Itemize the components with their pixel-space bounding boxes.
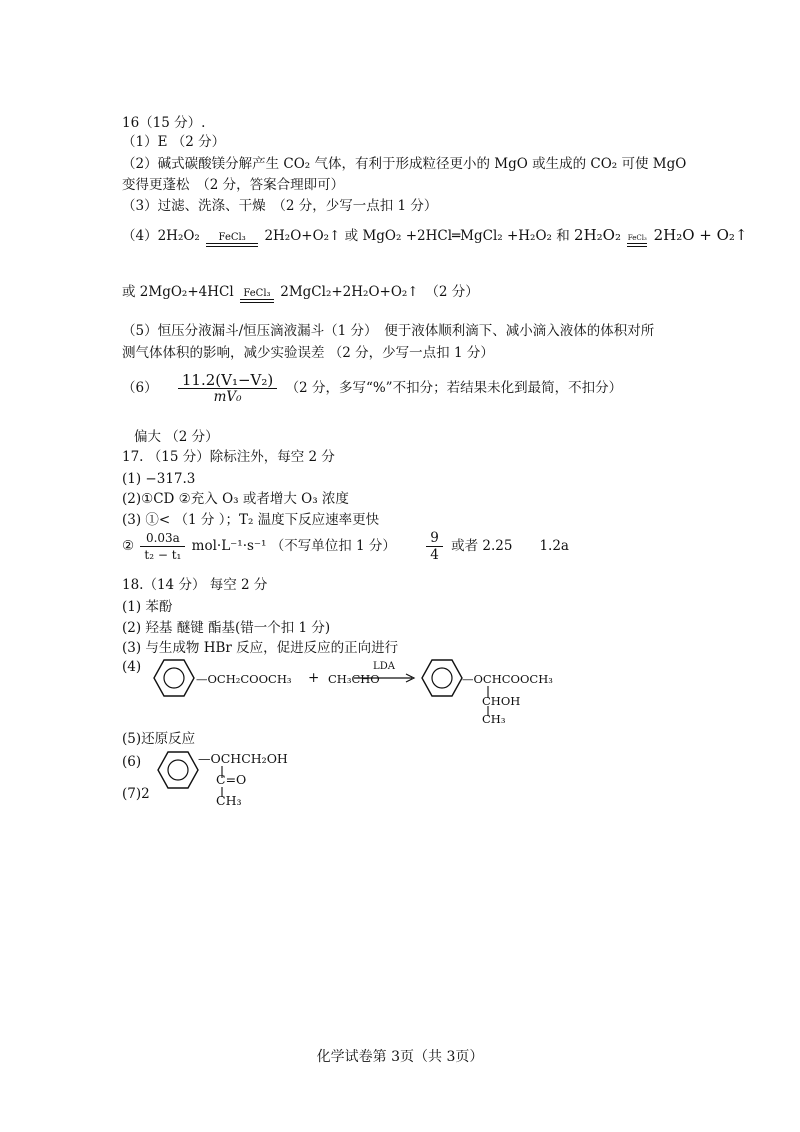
product-top-text: OCHCOOCH₃ <box>473 672 553 686</box>
reactant-2-text: CH₃CHO <box>328 672 380 686</box>
note: （2 分，多写“%”不扣分；若结果未化到最简，不扣分） <box>285 380 623 396</box>
label: （6） <box>122 380 158 396</box>
alt-answer: 或者 2.25 1.2a <box>451 538 569 554</box>
q17-header: 17. （15 分）除标注外，每空 2 分 <box>122 449 335 465</box>
q16-answer-6b: 偏大 （2 分） <box>134 429 219 445</box>
structure-mid-text: C=O <box>216 772 247 787</box>
bond: — <box>462 672 474 686</box>
q18-answer-5: (5)还原反应 <box>122 731 196 747</box>
q16-answer-2b: 变得更蓬松 （2 分，答案合理即可） <box>122 177 345 193</box>
numerator: 0.03a <box>140 530 185 547</box>
structure-top <box>198 750 288 768</box>
reaction-arrow <box>206 233 258 247</box>
reaction-arrow <box>240 289 274 303</box>
denominator: 4 <box>430 547 439 563</box>
bond: — <box>196 672 208 686</box>
equation-2-right: 2H₂O + O₂↑ <box>653 226 748 244</box>
fraction <box>178 372 277 405</box>
q16-answer-2a: （2）碱式碳酸镁分解产生 CO₂ 气体，有利于形成粒径更小的 MgO 或生成的 CO₂ 可使 MgO <box>122 156 687 172</box>
numerator: 11.2(V₁−V₂) <box>178 372 277 389</box>
k-fraction <box>426 530 443 563</box>
q16-answer-5a: （5）恒压分液漏斗/恒压滴液漏斗（1 分） 便于液体顺利滴下、减小滴入液体的体积对所 <box>122 323 655 339</box>
product-main-chain <box>462 670 553 688</box>
reactant-1-text: OCH₂COOCH₃ <box>207 672 292 686</box>
catalyst-label: FeCl₃ <box>243 288 271 299</box>
q16-header: 16（15 分）. <box>122 115 206 131</box>
q17-answer-3: (3) ①< （1 分 ）；T₂ 温度下反应速率更快 <box>122 512 380 528</box>
denominator: t₂ − t₁ <box>144 548 182 562</box>
q17-answer-2: (2)①CD ②充入 O₃ 或者增大 O₃ 浓度 <box>122 491 349 507</box>
numerator: 9 <box>426 530 443 547</box>
rate-fraction <box>140 530 185 563</box>
catalyst-label-2: FeCl₃ <box>627 234 647 242</box>
arrow-right-icon <box>352 672 418 684</box>
reagent-label: LDA <box>373 661 395 672</box>
equation-reactant: （4）2H₂O₂ <box>122 228 200 244</box>
catalyst-label: FeCl₃ <box>218 232 246 243</box>
bond: — <box>198 751 211 766</box>
equation-2-left: 2H₂O₂ <box>574 226 621 244</box>
structure-bot-text: CH₃ <box>216 793 242 808</box>
page-footer: 化学试卷第 3页（共 3页） <box>316 1049 484 1065</box>
benzene-ring-icon <box>150 656 202 700</box>
reactant-1-chain <box>196 670 291 688</box>
plus-sign: + <box>308 670 320 686</box>
equation-reactant: 或 2MgO₂+4HCl <box>122 284 234 300</box>
structure-top-text: OCHCH₂OH <box>210 751 288 766</box>
q16-answer-6 <box>122 372 622 405</box>
q16-answer-4b <box>122 283 479 303</box>
q16-answer-3: （3）过滤、洗涤、干燥 （2 分，少写一点扣 1 分） <box>122 198 438 214</box>
equation-products: 2MgCl₂+2H₂O+O₂↑ （2 分） <box>280 284 479 300</box>
product-bot-text: CH₃ <box>482 712 506 726</box>
denominator: mV₀ <box>213 389 242 405</box>
unit: mol·L⁻¹·s⁻¹ （不写单位扣 1 分） <box>191 538 396 554</box>
equation-products: 2H₂O+O₂↑ 或 MgO₂ +2HCl═MgCl₂ +H₂O₂ 和 <box>264 228 570 244</box>
q17-answer-1: (1) −317.3 <box>122 471 196 487</box>
q18-answer-3: (3) 与生成物 HBr 反应，促进反应的正向进行 <box>122 640 399 656</box>
q16-answer-4 <box>122 226 748 247</box>
q18-answer-2: (2) 羟基 醚键 酯基(错一个扣 1 分) <box>122 620 331 636</box>
q18-answer-4-label: (4) <box>122 659 142 675</box>
q18-answer-7: (7)2 <box>122 786 150 802</box>
q18-header: 18.（14 分） 每空 2 分 <box>122 577 268 593</box>
reaction-arrow-2 <box>627 233 647 247</box>
q16-answer-1: （1）E （2 分） <box>122 134 226 150</box>
label: ② <box>122 538 135 554</box>
q17-answer-4 <box>122 530 569 563</box>
q18-answer-6-label: (6) <box>122 754 142 770</box>
q18-answer-1: (1) 苯酚 <box>122 599 173 615</box>
q16-answer-5b: 测气体体积的影响，减少实验误差 （2 分，少写一点扣 1 分） <box>122 345 494 361</box>
product-mid-text: CHOH <box>482 694 521 708</box>
